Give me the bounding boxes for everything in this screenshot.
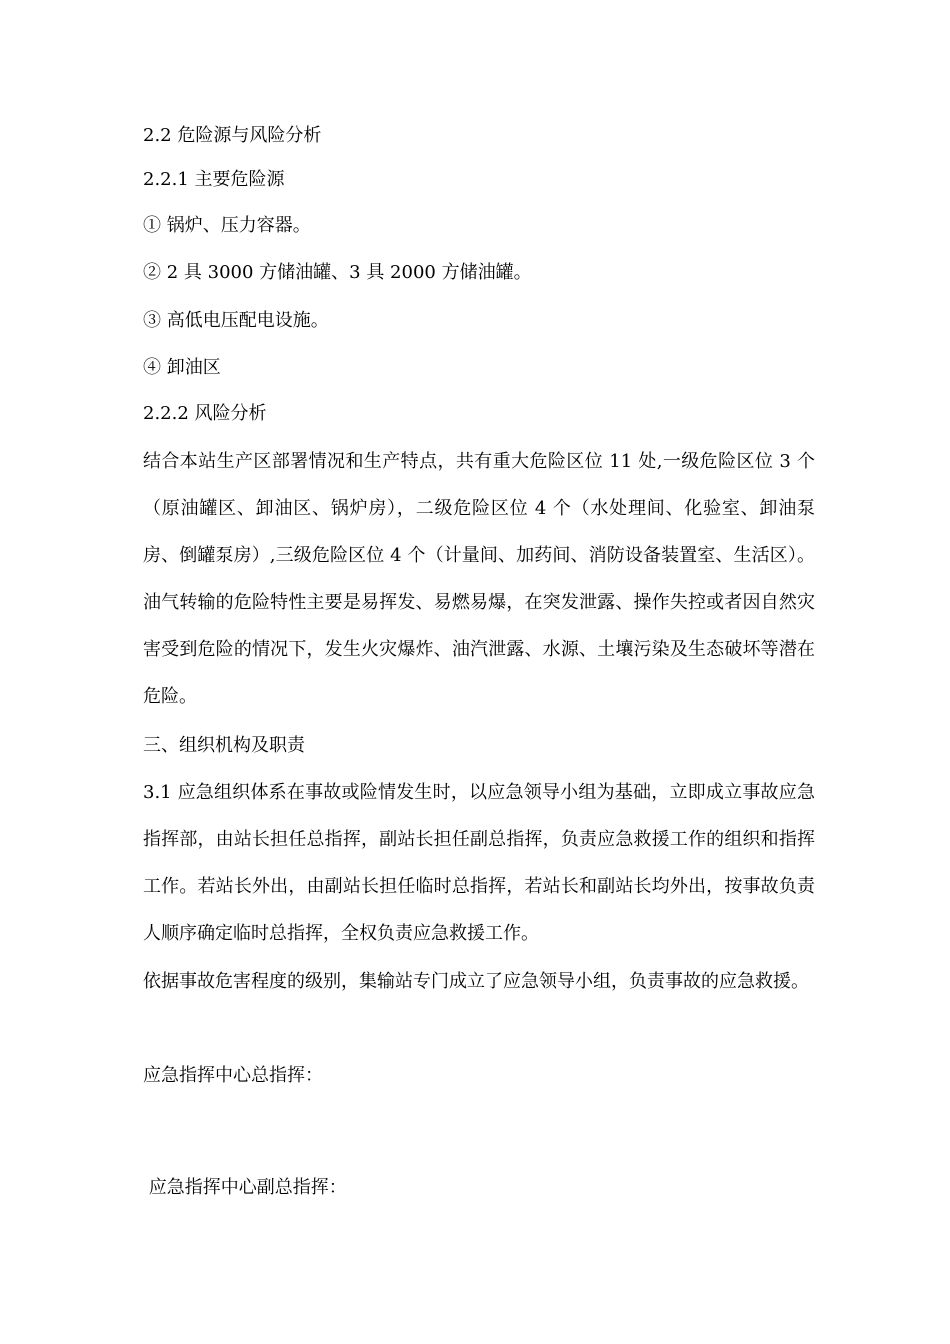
commander-label: 应急指挥中心总指挥： <box>143 1065 323 1086</box>
hazard-item-3: ③ 高低电压配电设施。 <box>143 310 329 331</box>
section-2-2-heading: 2.2 危险源与风险分析 <box>143 125 322 146</box>
section-3-heading: 三、组织机构及职责 <box>143 735 305 756</box>
hazard-item-1: ① 锅炉、压力容器。 <box>143 215 311 236</box>
section-2-2-1-heading: 2.2.1 主要危险源 <box>143 169 285 190</box>
section-2-2-2-heading: 2.2.2 风险分析 <box>143 403 267 424</box>
hazard-item-4: ④ 卸油区 <box>143 357 221 378</box>
deputy-commander-label: 应急指挥中心副总指挥： <box>143 1177 347 1198</box>
emergency-group-paragraph: 依据事故危害程度的级别，集输站专门成立了应急领导小组，负责事故的应急救援。 <box>143 971 809 992</box>
section-3-1-paragraph: 3.1 应急组织体系在事故或险情发生时，以应急领导小组为基础，立即成立事故应急指挥部，由站长担任总指挥，副站长担任副总指挥，负责应急救援工作的组织和指挥工作。若站长外出，由副站长担任临时总指挥，若站长和副站长均外出，按事故负责人顺序确定临时总指挥，全权负责应急救援工作。 <box>143 782 815 944</box>
risk-analysis-paragraph: 结合本站生产区部署情况和生产特点，共有重大危险区位 11 处,一级危险区位 3 个（原油罐区、卸油区、锅炉房），二级危险区位 4 个（水处理间、化验室、卸油泵房、倒罐泵房）,三级危险区位 4 个（计量间、加药间、消防设备装置室、生活区）。油气转输的危险特性主要是易挥发、易燃易爆，在突发泄露、操作失控或者因自然灾害受到危险的情况下，发生火灾爆炸、油汽泄露、水源、土壤污染及生态破坏等潜在危险。 <box>143 451 815 707</box>
hazard-item-2: ② 2 具 3000 方储油罐、3 具 2000 方储油罐。 <box>143 262 532 283</box>
